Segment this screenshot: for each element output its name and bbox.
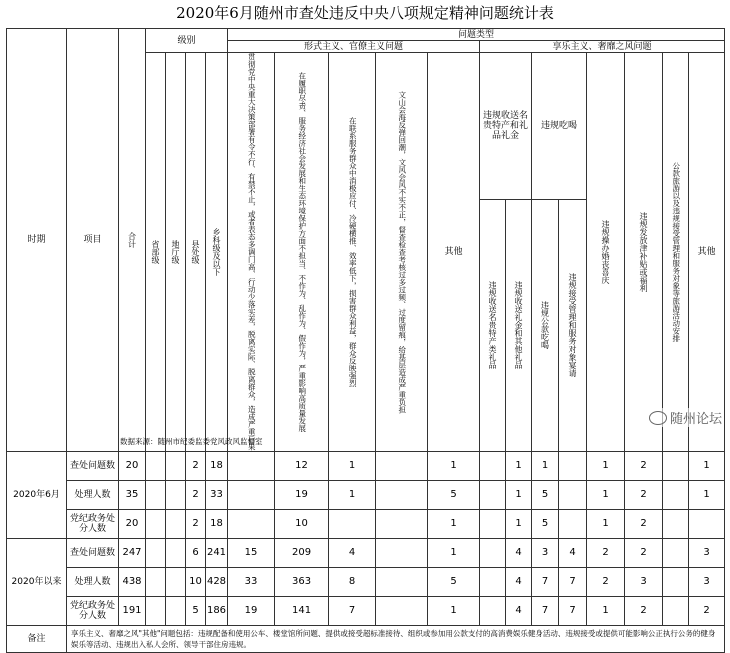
cell-h5: 1 [587,480,625,509]
cell-h5: 2 [587,567,625,596]
cell-h4: 4 [559,538,587,567]
cell-h6: 3 [625,567,663,596]
cell-f1 [228,451,275,480]
wechat-icon [649,411,667,425]
header-hedonism-1: 违规收送名贵特产类礼品 [480,199,506,451]
cell-h2: 4 [506,596,532,625]
cell-h1 [480,509,506,538]
row-period: 2020年6月 [7,451,67,538]
cell-h8: 3 [689,567,725,596]
cell-xianchu: 10 [186,567,206,596]
header-formalism-2: 在履职尽责、服务经济社会发展和生态环境保护方面不担当、不作为、乱作为、假作为，严重影响高质量发展 [275,53,329,452]
cell-h3: 5 [532,509,559,538]
page-title: 2020年6月随州市查处违反中央八项规定精神问题统计表 [176,4,554,22]
header-formalism-other: 其他 [428,53,480,452]
cell-f5: 5 [428,567,480,596]
row-item: 处理人数 [67,567,119,596]
cell-diting [166,509,186,538]
header-item: 项目 [67,29,119,452]
cell-xianchu: 5 [186,596,206,625]
cell-xiangke: 186 [206,596,228,625]
cell-f1 [228,480,275,509]
cell-f2: 19 [275,480,329,509]
cell-h2: 4 [506,538,532,567]
cell-f4 [376,596,428,625]
cell-sheng [146,451,166,480]
table-row [7,596,725,625]
cell-f1: 19 [228,596,275,625]
cell-total: 191 [119,596,146,625]
header-hedonism-7: 公款旅游以及违规接受管理和服务对象等旅游活动安排 [663,53,689,452]
cell-xiangke: 241 [206,538,228,567]
table-row [7,538,725,567]
cell-f1: 33 [228,567,275,596]
cell-h6: 2 [625,596,663,625]
cell-h2: 1 [506,509,532,538]
cell-h3: 5 [532,480,559,509]
cell-xianchu: 6 [186,538,206,567]
cell-sheng [146,596,166,625]
cell-h3: 1 [532,451,559,480]
cell-h1 [480,480,506,509]
data-source: 数据来源：随州市纪委监委党风政风监督室 [120,437,263,446]
cell-h7 [663,596,689,625]
cell-h3: 7 [532,567,559,596]
cell-f3: 1 [329,451,376,480]
cell-f3: 4 [329,538,376,567]
cell-f5: 1 [428,538,480,567]
cell-h5: 1 [587,451,625,480]
cell-h5: 2 [587,538,625,567]
cell-sheng [146,480,166,509]
cell-h8: 2 [689,596,725,625]
cell-h8: 3 [689,538,725,567]
cell-f2: 10 [275,509,329,538]
cell-h6: 2 [625,451,663,480]
header-sub-eat: 违规吃喝 [532,53,587,200]
cell-sheng [146,567,166,596]
cell-diting [166,596,186,625]
cell-diting [166,480,186,509]
header-period: 时期 [7,29,67,452]
watermark-label: 随州论坛 [669,412,722,427]
cell-sheng [146,538,166,567]
header-hedonism-4: 违规接受管理和服务对象宴请 [559,199,587,451]
cell-f5: 1 [428,596,480,625]
cell-f3: 7 [329,596,376,625]
cell-h8 [689,509,725,538]
header-hedonism-group: 享乐主义、奢靡之风问题 [480,41,725,53]
cell-h5: 1 [587,509,625,538]
cell-xianchu: 2 [186,509,206,538]
header-level-sheng: 省部级 [146,53,166,452]
cell-h3: 3 [532,538,559,567]
cell-diting [166,538,186,567]
row-item: 处理人数 [67,480,119,509]
cell-f3: 1 [329,480,376,509]
cell-h7 [663,567,689,596]
cell-f4 [376,509,428,538]
header-formalism-3: 在联系服务群众中消极应付、冷硬横推、效率低下，损害群众利益，群众反映强烈 [329,53,376,452]
cell-h6: 2 [625,538,663,567]
cell-h2: 1 [506,480,532,509]
cell-diting [166,451,186,480]
cell-h7 [663,538,689,567]
cell-h8: 1 [689,451,725,480]
statistics-table [6,28,725,653]
cell-f1 [228,509,275,538]
header-hedonism-3: 违规公款吃喝 [532,199,559,451]
header-formalism-group: 形式主义、官僚主义问题 [228,41,480,53]
header-hedonism-6: 违规发放津补贴或福利 [625,53,663,452]
cell-f2: 12 [275,451,329,480]
row-item: 查处问题数 [67,538,119,567]
row-period: 2020年以来 [7,538,67,625]
header-total: 合计 [119,29,146,452]
cell-total: 20 [119,509,146,538]
remarks-row [7,625,725,652]
cell-h4: 7 [559,567,587,596]
cell-diting [166,567,186,596]
cell-total: 20 [119,451,146,480]
cell-h2: 4 [506,567,532,596]
header-level-xiangke: 乡科级及以下 [206,53,228,452]
header-formalism-1: 贯彻党中央重大决策部署有令不行、有禁不止，或者表态多调门高、行动少落实差，脱离实际、脱离群众，造成严重后果 [228,53,275,452]
cell-f5: 1 [428,451,480,480]
cell-total: 438 [119,567,146,596]
table-row [7,567,725,596]
remarks-text: 享乐主义、奢靡之风"其他"问题包括：违规配备和使用公车、楼堂馆所问题、提供或接受超标准接待、组织或参加用公款支付的高消费娱乐健身活动、违规接受或提供可能影响公正执行公务的健身娱乐等活动、违规出入私人会所、领导干部住房违规。 [67,625,725,652]
watermark [649,408,722,427]
cell-xiangke: 18 [206,451,228,480]
cell-xiangke: 428 [206,567,228,596]
cell-h7 [663,451,689,480]
cell-f1: 15 [228,538,275,567]
header-hedonism-other: 其他 [689,53,725,452]
cell-h7 [663,480,689,509]
cell-total: 35 [119,480,146,509]
cell-h2: 1 [506,451,532,480]
cell-f2: 209 [275,538,329,567]
cell-h4 [559,480,587,509]
header-hedonism-5: 违规操办婚丧喜庆 [587,53,625,452]
cell-xiangke: 18 [206,509,228,538]
cell-h7 [663,509,689,538]
cell-sheng [146,509,166,538]
cell-xianchu: 2 [186,451,206,480]
cell-h3: 7 [532,596,559,625]
cell-f3: 8 [329,567,376,596]
cell-h4: 7 [559,596,587,625]
cell-f2: 363 [275,567,329,596]
header-hedonism-2: 违规收送礼金和其他礼品 [506,199,532,451]
table-row [7,451,725,480]
cell-h8: 1 [689,480,725,509]
remarks-label: 备注 [7,625,67,652]
cell-xianchu: 2 [186,480,206,509]
cell-f4 [376,451,428,480]
header-level-xianchu: 县处级 [186,53,206,452]
cell-h6: 2 [625,480,663,509]
cell-total: 247 [119,538,146,567]
table-row [7,480,725,509]
cell-h6: 2 [625,509,663,538]
header-problem-type: 问题类型 [228,29,725,41]
header-level-diting: 地厅级 [166,53,186,452]
cell-f5: 5 [428,480,480,509]
row-item: 党纪政务处分人数 [67,509,119,538]
cell-h4 [559,451,587,480]
cell-f4 [376,538,428,567]
header-level: 级别 [146,29,228,53]
table-row [7,509,725,538]
cell-f3 [329,509,376,538]
cell-xiangke: 33 [206,480,228,509]
row-item: 党纪政务处分人数 [67,596,119,625]
header-sub-gift: 违规收送名贵特产和礼品礼金 [480,53,532,200]
header-formalism-4: 文山会海反弹回潮，文风会风不实不正，督查检查考核过多过频、过度留痕，给基层造成严重负担 [376,53,428,452]
cell-h1 [480,538,506,567]
row-item: 查处问题数 [67,451,119,480]
cell-h1 [480,596,506,625]
cell-h1 [480,451,506,480]
cell-h1 [480,567,506,596]
cell-h5: 1 [587,596,625,625]
cell-h4 [559,509,587,538]
cell-f4 [376,567,428,596]
cell-f4 [376,480,428,509]
cell-f2: 141 [275,596,329,625]
cell-f5: 1 [428,509,480,538]
